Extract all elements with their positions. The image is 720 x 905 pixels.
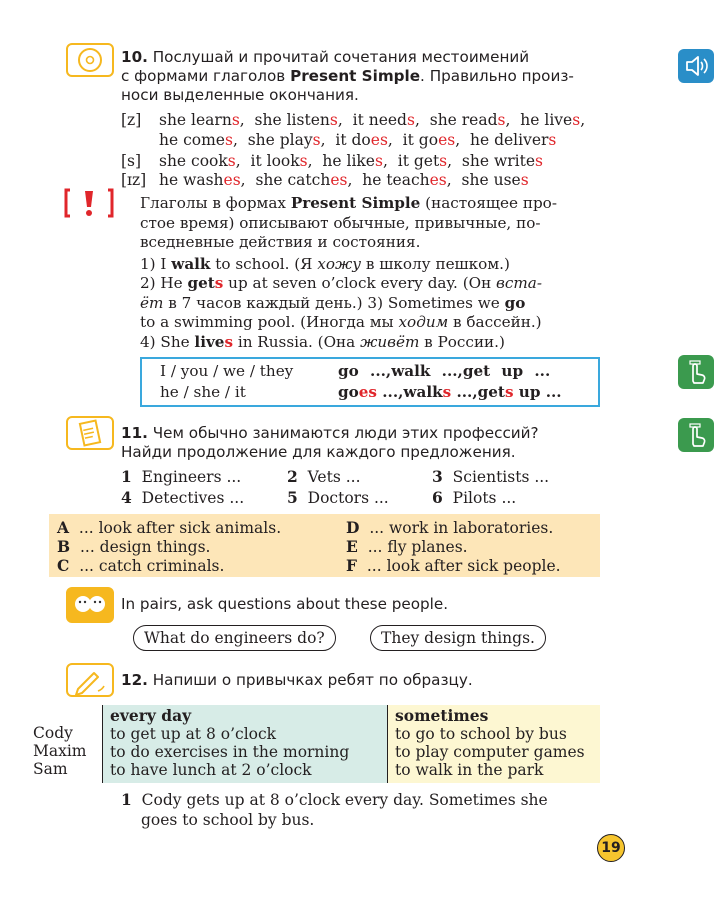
list-item: 1 Engineers ... xyxy=(121,467,242,486)
pairs-prompt: In pairs, ask questions about these people. xyxy=(121,595,449,613)
pair-work-icon xyxy=(66,587,114,623)
row-s-line: she cooks, it looks, he likes, it gets, she writes xyxy=(159,152,543,170)
every-day-item: to have lunch at 2 o’clock xyxy=(110,761,312,779)
answer-option: F ... look after sick people. xyxy=(346,556,561,575)
sometimes-header: sometimes xyxy=(395,706,489,725)
row-s-label: [s] xyxy=(121,152,142,170)
listen-cd-icon xyxy=(66,43,114,77)
sometimes-item: to play computer games xyxy=(395,743,585,761)
sometimes-item: to walk in the park xyxy=(395,761,544,779)
row-iz-label: [ɪz] xyxy=(121,171,147,189)
ex10-prompt: 10. Послушай и прочитай сочетания местоимений с формами глаголов Present Simple. Правильно произ- носи выделенные окончания. xyxy=(121,48,574,104)
answer-option: E ... fly planes. xyxy=(346,537,468,556)
list-item: 5 Doctors ... xyxy=(287,488,389,507)
row-iz-line: he washes, she catches, he teaches, she uses xyxy=(159,171,529,189)
ex12-example: 1 Cody gets up at 8 o’clock every day. Sometimes she goes to school by bus. xyxy=(121,790,548,829)
every-day-column xyxy=(102,705,388,783)
ex10-number: 10. xyxy=(121,48,148,66)
answer-option: B ... design things. xyxy=(57,537,211,556)
sometimes-column xyxy=(388,705,600,783)
name-maxim: Maxim xyxy=(33,742,87,760)
rule-intro-3: вседневные действия и состояния. xyxy=(140,233,421,251)
row-z-line1: she learns, she listens, it needs, she reads, he lives, xyxy=(159,111,586,129)
name-sam: Sam xyxy=(33,760,68,778)
rule-example-4: to a swimming pool. (Иногда мы ходим в бассейн.) xyxy=(140,313,542,331)
every-day-item: to get up at 8 o’clock xyxy=(110,725,277,743)
attention-icon xyxy=(64,188,114,218)
name-cody: Cody xyxy=(33,724,73,742)
tap-hand-icon xyxy=(678,355,714,389)
rule-intro: Глаголы в формах Present Simple (настоящее про- xyxy=(140,194,557,212)
ex12-prompt: 12. Напиши о привычках ребят по образцу. xyxy=(121,671,473,689)
list-item: 2 Vets ... xyxy=(287,467,361,486)
speaker-icon xyxy=(678,49,714,83)
tap-hand-icon xyxy=(678,418,714,452)
table-forms-1: go ...,walk ...,get up ... xyxy=(338,362,551,380)
rule-example-1: 1) I walk to school. (Я хожу в школу пешком.) xyxy=(140,254,510,273)
list-item: 4 Detectives ... xyxy=(121,488,245,507)
speech-bubble-question: What do engineers do? xyxy=(133,625,336,651)
list-item: 6 Pilots ... xyxy=(432,488,517,507)
interactive-button-ex11[interactable] xyxy=(678,418,714,452)
table-subj-1: I / you / we / they xyxy=(160,362,294,380)
answer-option: A ... look after sick animals. xyxy=(57,518,282,537)
rule-example-5: 4) She lives in Russia. (Она живёт в России.) xyxy=(140,332,505,351)
ex12-number: 12. xyxy=(121,671,148,689)
every-day-header: every day xyxy=(110,706,192,725)
row-z-label: [z] xyxy=(121,111,142,129)
habits-table xyxy=(33,705,603,783)
sometimes-item: to go to school by bus xyxy=(395,725,567,743)
answer-options-panel xyxy=(49,514,600,577)
ex11-number: 11. xyxy=(121,424,148,442)
names-column xyxy=(33,724,87,778)
notepad-icon xyxy=(66,416,114,450)
rule-example-2: 2) He gets up at seven o’clock every day. (Он вста- xyxy=(140,274,542,292)
table-forms-2: goes ...,walks ...,gets up ... xyxy=(338,383,562,401)
page-number: 19 xyxy=(597,834,625,862)
row-z-line2: he comes, she plays, it does, it goes, he delivers xyxy=(159,131,557,149)
interactive-button-rule[interactable] xyxy=(678,355,714,389)
list-item: 3 Scientists ... xyxy=(432,467,550,486)
audio-button[interactable] xyxy=(678,49,714,83)
answer-option: D ... work in laboratories. xyxy=(346,518,554,537)
every-day-item: to do exercises in the morning xyxy=(110,743,350,761)
table-subj-2: he / she / it xyxy=(160,383,246,401)
rule-intro-2: стое время) описывают обычные, привычные, по- xyxy=(140,213,541,232)
rule-example-3: ёт в 7 часов каждый день.) 3) Sometimes we go xyxy=(140,293,526,312)
answer-option: C ... catch criminals. xyxy=(57,556,225,575)
pencil-write-icon xyxy=(66,663,114,697)
ex11-prompt: 11. Чем обычно занимаются люди этих профессий? Найди продолжение для каждого предложения. xyxy=(121,424,539,461)
verb-form-table xyxy=(140,357,600,407)
speech-bubble-answer: They design things. xyxy=(370,625,546,651)
rule-block xyxy=(140,194,600,352)
